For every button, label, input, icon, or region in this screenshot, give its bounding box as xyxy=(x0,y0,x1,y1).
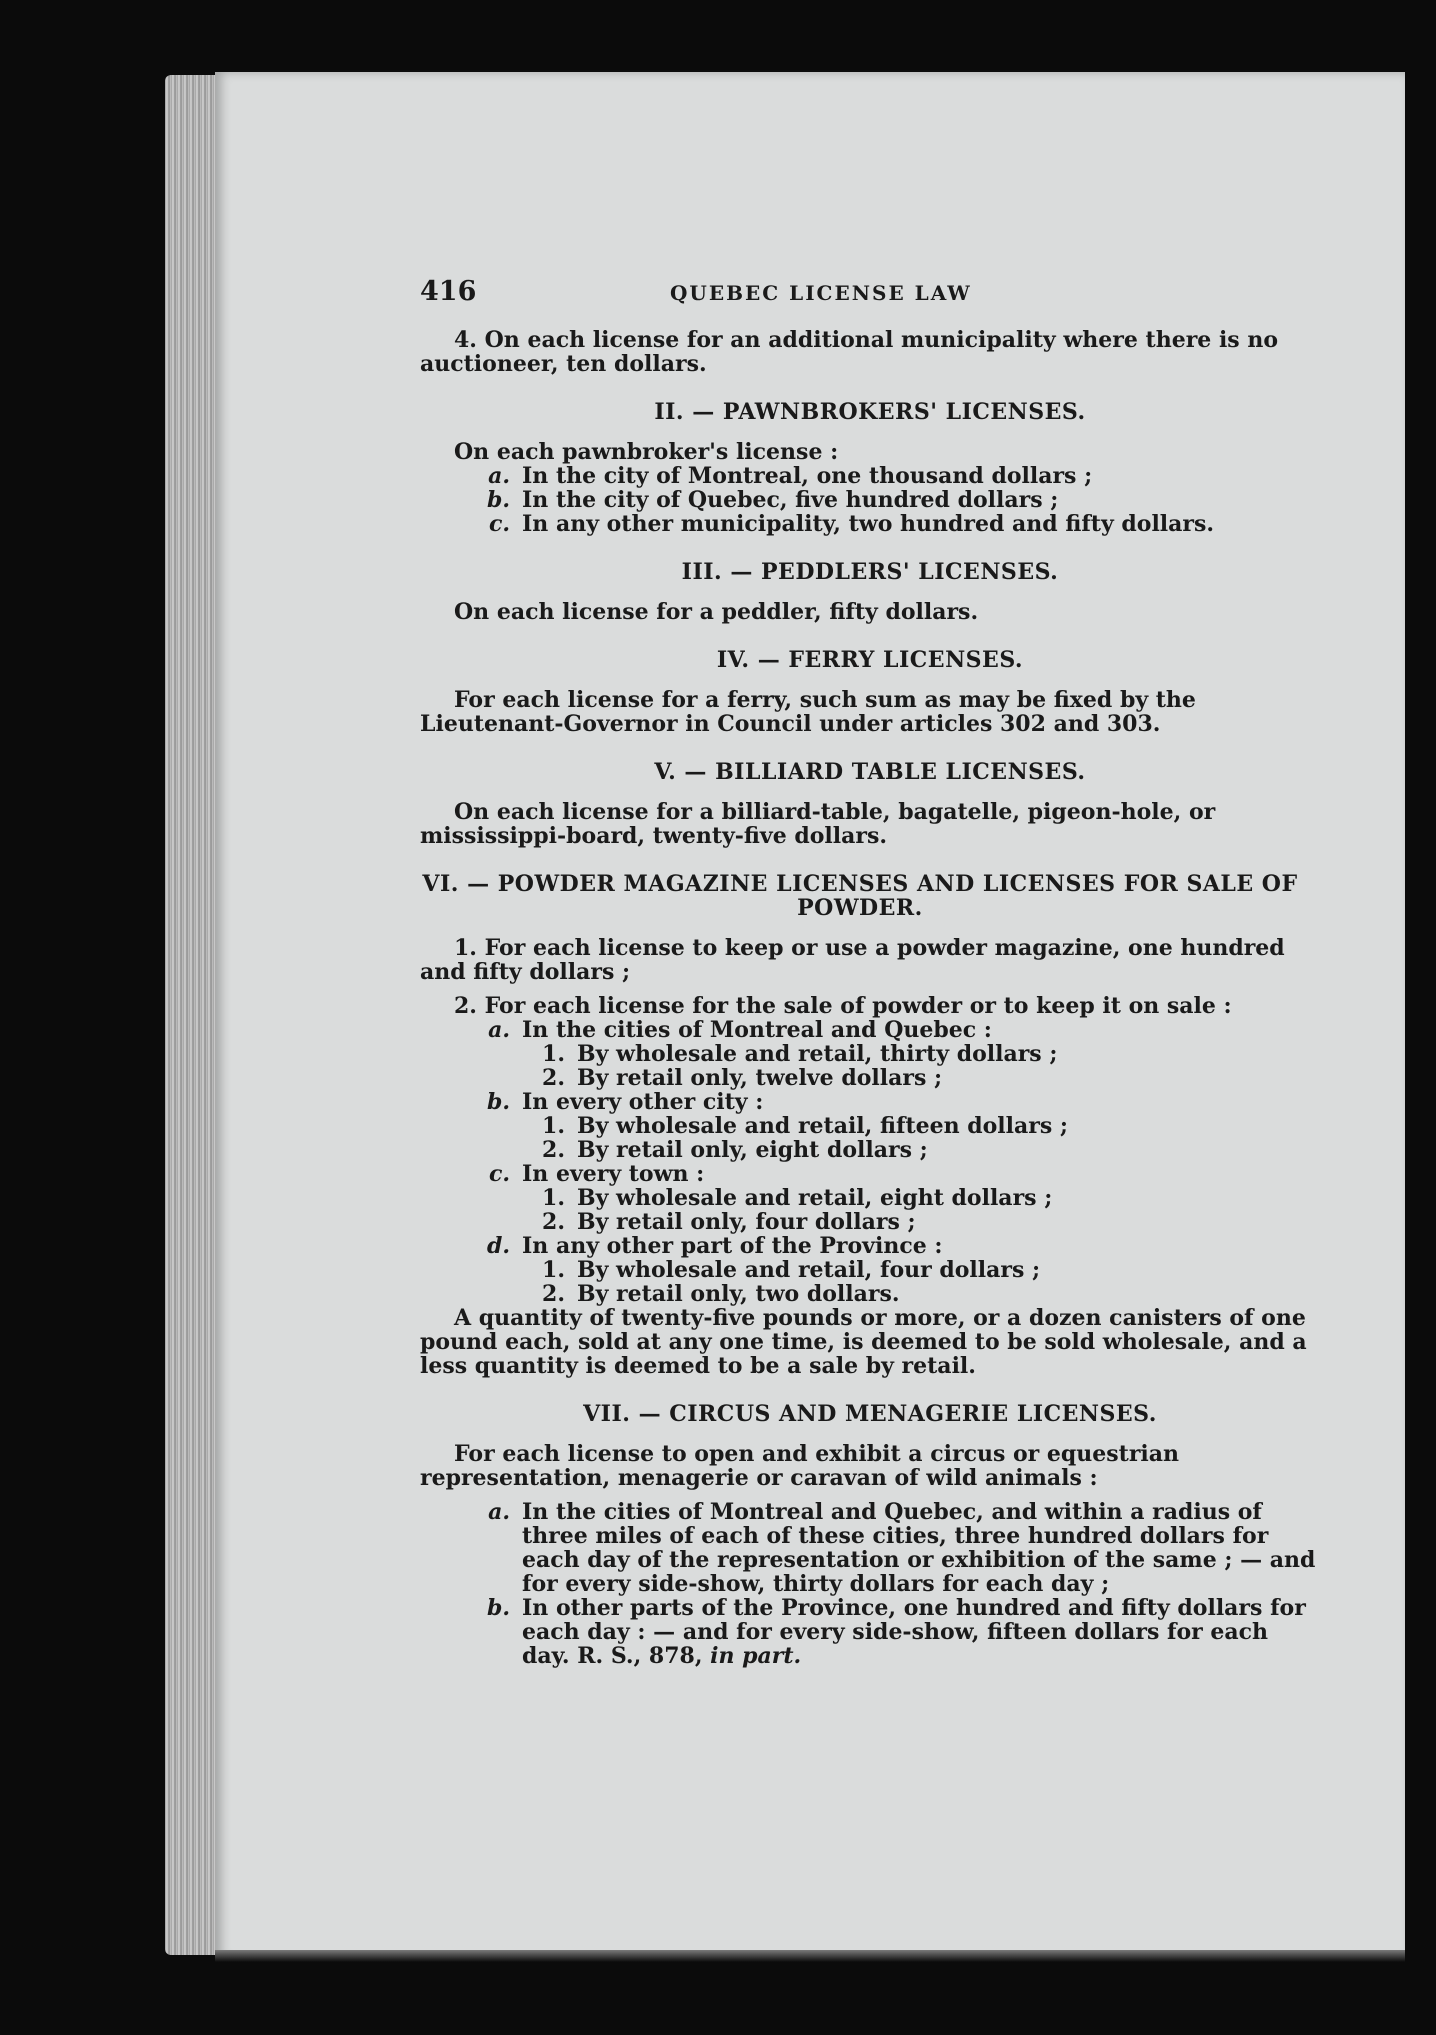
rate-item xyxy=(420,1162,1320,1186)
rate-item xyxy=(420,464,1320,488)
page-shadow xyxy=(215,1950,1405,1962)
item-text: In every other city : xyxy=(522,1089,764,1115)
sub-item xyxy=(420,1210,1320,1234)
intro-paragraph: 4. On each license for an additional municipality where there is no auctioneer, ten dollars. xyxy=(420,327,1279,377)
rate-item xyxy=(420,1596,1320,1668)
item-label: c. xyxy=(488,1161,510,1187)
running-title: QUEBEC LICENSE LAW xyxy=(670,281,972,305)
sub-label: 2. xyxy=(542,1281,565,1307)
sub-item xyxy=(420,1138,1320,1162)
sub-item xyxy=(420,1282,1320,1306)
rate-item xyxy=(420,1234,1320,1258)
section-heading-powder: VI. — POWDER MAGAZINE LICENSES AND LICENSES FOR SALE OF POWDER. xyxy=(422,871,1298,921)
sub-label: 1. xyxy=(542,1113,565,1139)
sub-item xyxy=(420,1258,1320,1282)
citation: in part. xyxy=(710,1643,802,1669)
sub-item xyxy=(420,1042,1320,1066)
pawnbroker-lead: On each pawnbroker's license : xyxy=(454,439,839,465)
item-text xyxy=(522,1596,1320,1668)
item-label: c. xyxy=(488,511,510,537)
sub-text: By wholesale and retail, eight dollars ; xyxy=(577,1185,1053,1211)
item-text: In the cities of Montreal and Quebec, and within a radius of three miles of each of these cities, three hundred dollars for each day of the representation or exhibition of the same ; — and for every side-show, thirty dollars for each day ; xyxy=(522,1499,1316,1597)
powder-paragraph-1: 1. For each license to keep or use a powder magazine, one hundred and fifty dollars ; xyxy=(420,935,1285,985)
item-label: b. xyxy=(486,1595,510,1621)
item-label: a. xyxy=(488,1499,510,1525)
rate-item xyxy=(420,1090,1320,1114)
page-number: 416 xyxy=(420,276,477,307)
sub-text: By retail only, two dollars. xyxy=(577,1281,900,1307)
item-text: In any other part of the Province : xyxy=(522,1233,943,1259)
sub-text: By retail only, four dollars ; xyxy=(577,1209,916,1235)
sub-label: 2. xyxy=(542,1137,565,1163)
peddler-paragraph: On each license for a peddler, fifty dollars. xyxy=(454,599,979,625)
sub-label: 1. xyxy=(542,1257,565,1283)
item-label: d. xyxy=(486,1233,510,1259)
sub-label: 2. xyxy=(542,1209,565,1235)
sub-text: By wholesale and retail, four dollars ; xyxy=(577,1257,1041,1283)
item-label: b. xyxy=(486,1089,510,1115)
sub-item xyxy=(420,1114,1320,1138)
sub-text: By retail only, eight dollars ; xyxy=(577,1137,928,1163)
page-content xyxy=(420,276,1320,1669)
sub-text: By retail only, twelve dollars ; xyxy=(577,1065,943,1091)
item-label: b. xyxy=(486,487,510,513)
section-heading-circus: VII. — CIRCUS AND MENAGERIE LICENSES. xyxy=(583,1401,1157,1427)
item-label: a. xyxy=(488,463,510,489)
ferry-paragraph: For each license for a ferry, such sum as may be fixed by the Lieutenant-Governor in Council under articles 302 and 303. xyxy=(420,687,1196,737)
item-text: In the city of Quebec, five hundred dollars ; xyxy=(522,487,1059,513)
rate-item xyxy=(420,512,1320,536)
section-heading-ferry: IV. — FERRY LICENSES. xyxy=(716,647,1024,673)
item-text: In every town : xyxy=(522,1161,705,1187)
item-text: In the cities of Montreal and Quebec : xyxy=(522,1017,992,1043)
rate-item xyxy=(420,1018,1320,1042)
item-label: a. xyxy=(488,1017,510,1043)
item-text: In any other municipality, two hundred and fifty dollars. xyxy=(522,511,1215,537)
section-heading-pawnbrokers: II. — PAWNBROKERS' LICENSES. xyxy=(654,399,1086,425)
running-head xyxy=(420,276,1320,314)
rate-item xyxy=(420,1500,1320,1596)
section-heading-billiard: V. — BILLIARD TABLE LICENSES. xyxy=(654,759,1086,785)
sub-label: 1. xyxy=(542,1041,565,1067)
item-text: In the city of Montreal, one thousand dollars ; xyxy=(522,463,1093,489)
sub-label: 1. xyxy=(542,1185,565,1211)
sub-item xyxy=(420,1066,1320,1090)
section-heading-peddlers: III. — PEDDLERS' LICENSES. xyxy=(681,559,1059,585)
sub-item xyxy=(420,1186,1320,1210)
circus-lead: For each license to open and exhibit a circus or equestrian representation, menagerie or caravan of wild animals : xyxy=(420,1441,1180,1491)
powder-paragraph-2: 2. For each license for the sale of powder or to keep it on sale : xyxy=(454,993,1232,1019)
sub-text: By wholesale and retail, fifteen dollars ; xyxy=(577,1113,1069,1139)
sub-text: By wholesale and retail, thirty dollars ; xyxy=(577,1041,1058,1067)
rate-item xyxy=(420,488,1320,512)
billiard-paragraph: On each license for a billiard-table, bagatelle, pigeon-hole, or mississippi-board, twenty-five dollars. xyxy=(420,799,1216,849)
item-text-main: In other parts of the Province, one hundred and fifty dollars for each day : — and for every side-show, fifteen dollars for each day. R. S., 878, xyxy=(522,1595,1306,1669)
powder-paragraph-3: A quantity of twenty-five pounds or more, or a dozen canisters of one pound each, sold at any one time, is deemed to be sold wholesale, and a less quantity is deemed to be a sale by retail. xyxy=(420,1305,1307,1379)
sub-label: 2. xyxy=(542,1065,565,1091)
